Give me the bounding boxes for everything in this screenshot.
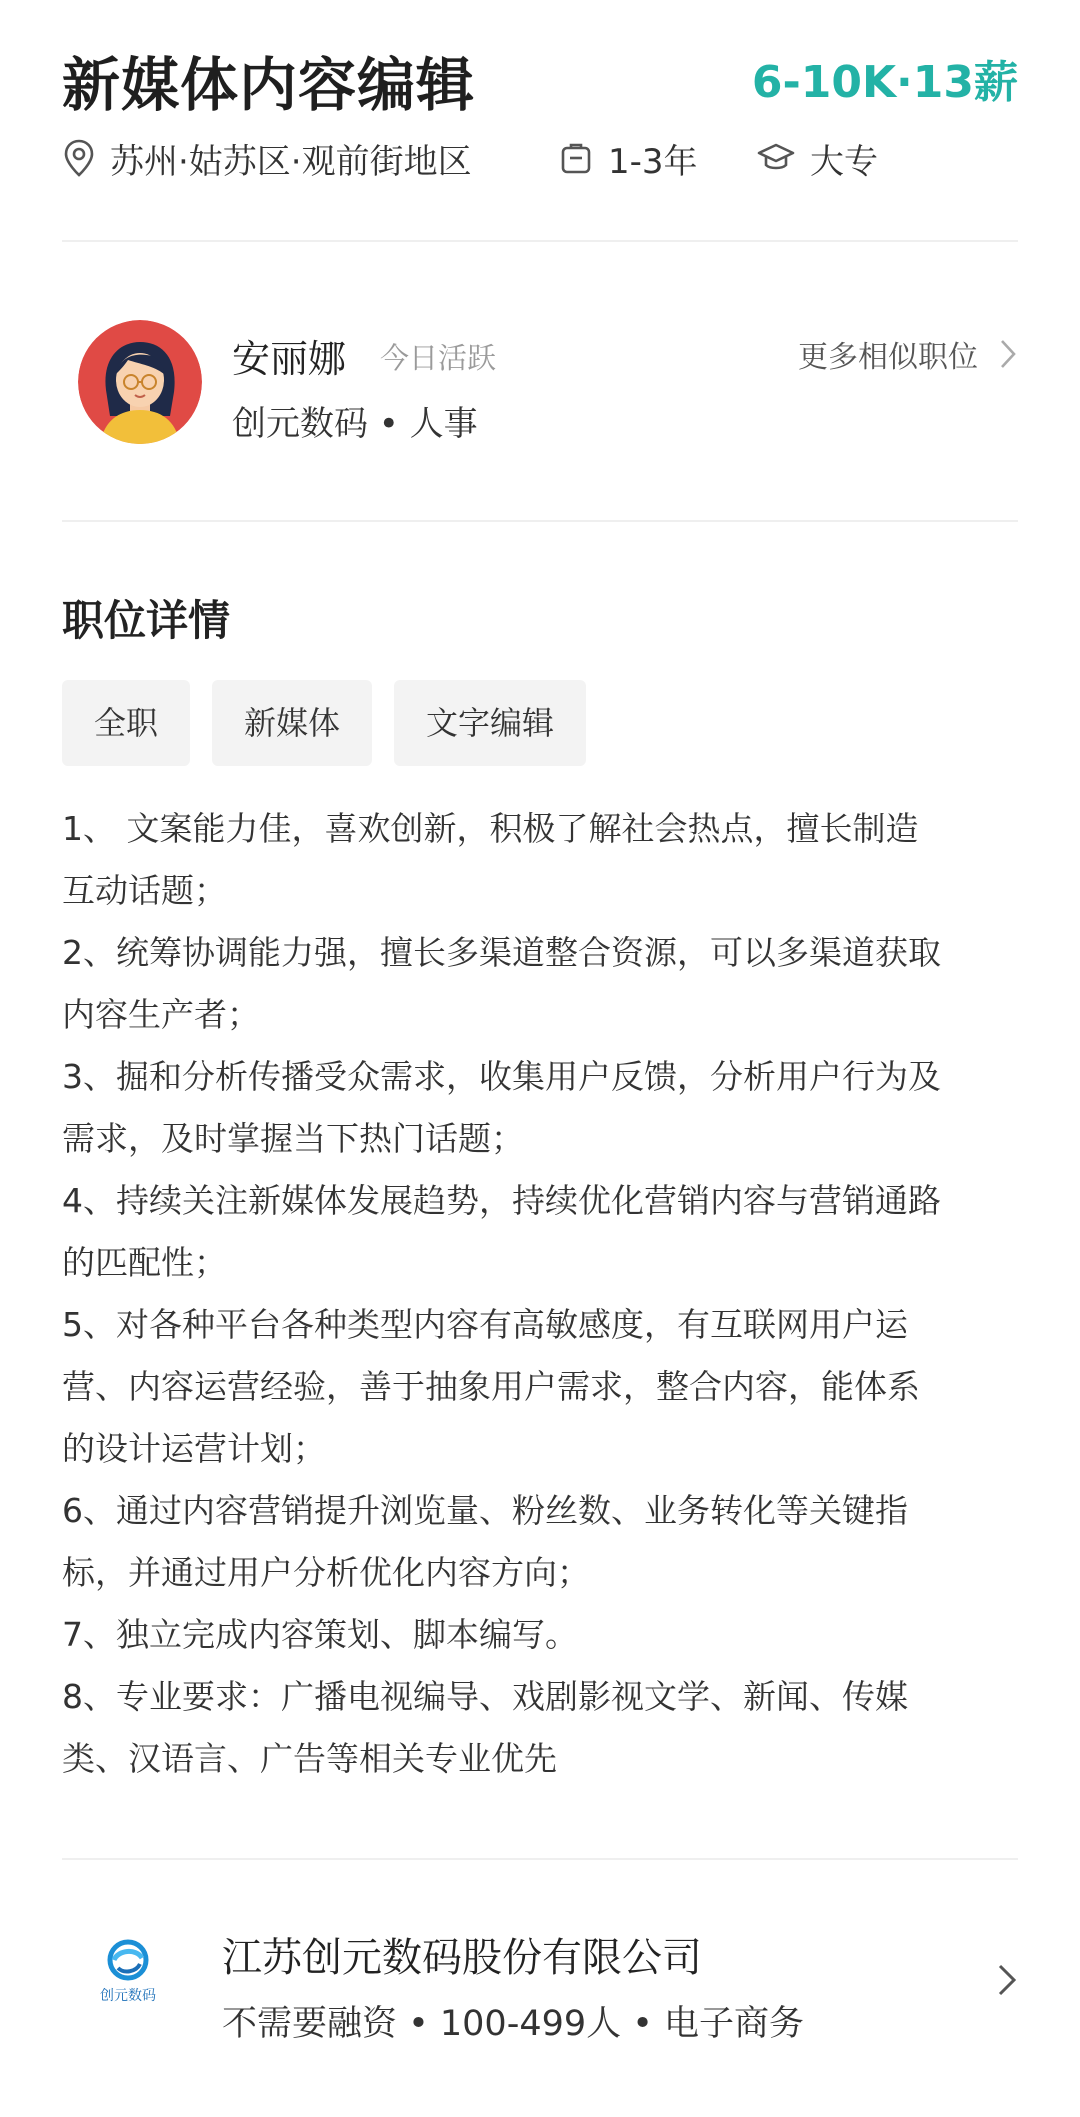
logo-text: 创元数码 bbox=[100, 1988, 156, 2004]
tag: 文字编辑 bbox=[394, 680, 586, 766]
description-line: 3、掘和分析传播受众需求，收集用户反馈，分析用户行为及 bbox=[62, 1057, 941, 1096]
briefcase-icon bbox=[558, 140, 594, 176]
company-detail-chevron[interactable] bbox=[996, 1960, 1018, 2004]
recruiter-avatar[interactable] bbox=[78, 320, 202, 444]
location-pin-icon bbox=[62, 138, 96, 178]
description-line: 需求，及时掌握当下热门话题； bbox=[62, 1119, 524, 1158]
more-link-label: 更多相似职位 bbox=[798, 340, 978, 375]
divider bbox=[62, 520, 1018, 522]
education-text: 大专 bbox=[810, 141, 878, 182]
more-similar-jobs-link[interactable] bbox=[798, 332, 1018, 376]
job-title: 新媒体内容编辑 bbox=[62, 51, 476, 119]
divider bbox=[62, 240, 1018, 242]
description-line: 8、专业要求：广播电视编导、戏剧影视文学、新闻、传媒 bbox=[62, 1677, 908, 1716]
description-line: 5、对各种平台各种类型内容有高敏感度，有互联网用户运 bbox=[62, 1305, 908, 1344]
recruiter-name: 安丽娜 bbox=[232, 337, 347, 381]
description-line: 的匹配性； bbox=[62, 1243, 227, 1282]
description-line: 内容生产者； bbox=[62, 995, 260, 1034]
job-description bbox=[62, 798, 1022, 1790]
active-status: 今日活跃 bbox=[380, 341, 497, 375]
company-info: 不需要融资 • 100-499人 • 电子商务 bbox=[222, 2004, 805, 2044]
description-line: 标，并通过用户分析优化内容方向； bbox=[62, 1553, 590, 1592]
job-location bbox=[62, 130, 472, 186]
description-line: 7、独立完成内容策划、脚本编写。 bbox=[62, 1615, 578, 1654]
description-line: 营、内容运营经验，善于抽象用户需求，整合内容，能体系 bbox=[62, 1367, 920, 1406]
description-line: 4、持续关注新媒体发展趋势，持续优化营销内容与营销通路 bbox=[62, 1181, 941, 1220]
section-title-job-details: 职位详情 bbox=[62, 596, 231, 645]
chevron-right-icon bbox=[998, 337, 1018, 371]
salary: 6-10K·13薪 bbox=[751, 57, 1018, 108]
job-experience bbox=[558, 130, 698, 186]
experience-text: 1-3年 bbox=[608, 141, 698, 182]
recruiter-company-role: 创元数码 • 人事 bbox=[232, 404, 478, 444]
description-line: 的设计运营计划； bbox=[62, 1429, 326, 1468]
job-tags bbox=[62, 680, 608, 766]
location-text: 苏州·姑苏区·观前街地区 bbox=[110, 141, 472, 182]
company-logo[interactable] bbox=[88, 1930, 168, 2020]
description-line: 互动话题； bbox=[62, 871, 227, 910]
tag: 新媒体 bbox=[212, 680, 372, 766]
job-education bbox=[756, 130, 878, 186]
chevron-right-icon bbox=[996, 1960, 1018, 2000]
company-name: 江苏创元数码股份有限公司 bbox=[222, 1935, 702, 1981]
description-line: 6、通过内容营销提升浏览量、粉丝数、业务转化等关键指 bbox=[62, 1491, 908, 1530]
graduation-cap-icon bbox=[756, 140, 796, 176]
tag: 全职 bbox=[62, 680, 190, 766]
description-line: 类、汉语言、广告等相关专业优先 bbox=[62, 1739, 557, 1778]
description-line: 1、 文案能力佳，喜欢创新，积极了解社会热点，擅长制造 bbox=[62, 809, 919, 848]
description-line: 2、统筹协调能力强，擅长多渠道整合资源，可以多渠道获取 bbox=[62, 933, 941, 972]
divider bbox=[62, 1858, 1018, 1860]
